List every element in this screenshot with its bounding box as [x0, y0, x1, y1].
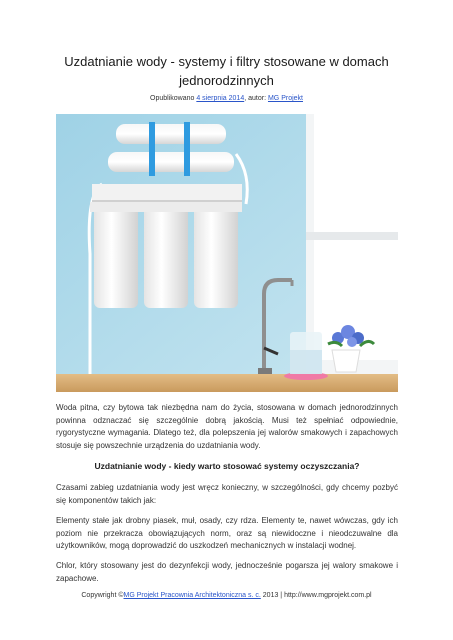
- section-heading: Uzdatnianie wody - kiedy warto stosować systemy oczyszczania?: [94, 461, 360, 471]
- date-link[interactable]: 4 sierpnia 2014: [196, 95, 245, 102]
- paragraph-components: Czasami zabieg uzdatniania wody jest wręcz konieczny, w szczególności, gdy chcemy pozbyć się komponentów takich jak:: [56, 483, 398, 505]
- paragraph-intro: Woda pitna, czy bytowa tak niezbędna nam do życia, stosowana w domach jednorodzinnych powinna odznaczać się szczególnie dobrą jakością. Musi też spełniać odpowiednie, rygorystyczne wymagania. Dlatego też, dla polepszenia jej walorów smakowych i zapachowych stosuje się powszechnie urządzenia do uzdatniania wody.: [56, 403, 398, 450]
- footer-suffix: 2013 | http://www.mgprojekt.com.pl: [260, 592, 372, 599]
- company-link[interactable]: MG Projekt Pracownia Architektoniczna s. c.: [123, 592, 261, 599]
- publication-meta: [0, 95, 453, 102]
- paragraph-solids: Elementy stałe jak drobny piasek, muł, osady, czy rdza. Elementy te, nawet wówczas, gdy ich poziom nie przekracza obowiązujących norm, oraz są niewidoczne i nieodczuwalne dla użytkowników, mogą doprowadzić do uszkodzeń mechanicznych w instalacji wodnej.: [56, 516, 398, 550]
- meta-prefix: Opublikowano: [150, 95, 195, 102]
- author-link[interactable]: MG Projekt: [267, 95, 303, 102]
- paragraph-chlorine: Chlor, który stosowany jest do dezynfekcji wody, jednocześnie pogarsza jej walory smakowe i zapachowe.: [56, 561, 398, 583]
- water-filter-photo: [56, 114, 398, 392]
- footer-prefix: Copywright ©: [81, 592, 124, 599]
- document-title: Uzdatnianie wody - systemy i filtry stosowane w domach jednorodzinnych: [64, 54, 389, 88]
- footer: [0, 592, 453, 599]
- meta-author-prefix: , autor:: [244, 95, 267, 102]
